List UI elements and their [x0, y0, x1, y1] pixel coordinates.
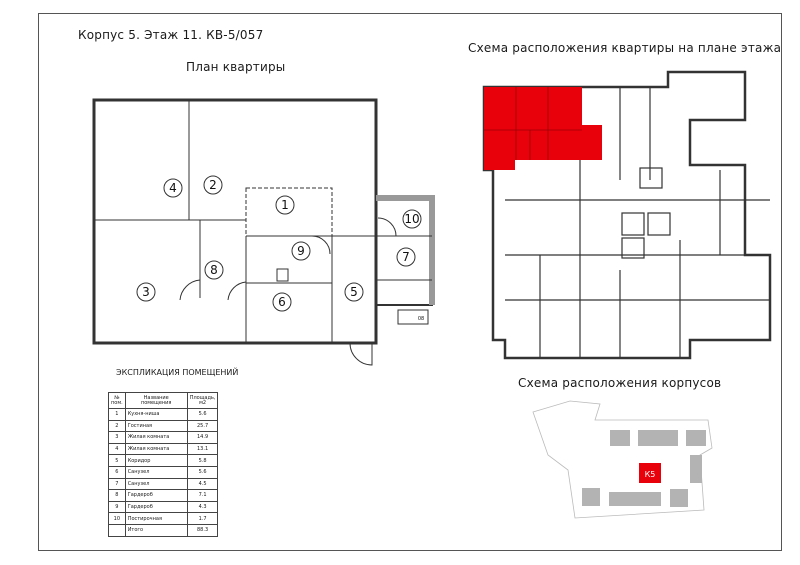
table-cell: 14.9 — [187, 432, 218, 444]
table-cell: 5 — [109, 455, 126, 467]
table-cell: 1.7 — [187, 513, 218, 525]
room-6-label: 6 — [278, 295, 286, 309]
table-row — [109, 501, 218, 513]
table-cell: 88.3 — [187, 524, 218, 536]
floor-scheme-title: Схема расположения квартиры на плане этажа — [468, 41, 782, 55]
legend-title: ЭКСПЛИКАЦИЯ ПОМЕЩЕНИЙ — [116, 368, 239, 377]
table-cell: 6 — [109, 466, 126, 478]
legend-header-name: Название помещения — [125, 393, 187, 409]
room-1-label: 1 — [281, 198, 289, 212]
table-cell: Коридор — [125, 455, 187, 467]
table-cell: Санузел — [125, 466, 187, 478]
sheet-title: Корпус 5. Этаж 11. КВ-5/057 — [78, 28, 264, 42]
legend-header-area: Площадь, м2 — [187, 393, 218, 409]
room-3-label: 3 — [142, 285, 150, 299]
table-cell: Жилая комната — [125, 443, 187, 455]
table-cell: 2 — [109, 420, 126, 432]
table-cell: 3 — [109, 432, 126, 444]
table-row — [109, 420, 218, 432]
room-4-label: 4 — [169, 181, 177, 195]
table-cell: 4 — [109, 443, 126, 455]
table-cell: 4.5 — [187, 478, 218, 490]
building — [609, 492, 661, 506]
table-cell — [109, 524, 126, 536]
room-7-label: 7 — [402, 250, 410, 264]
room-2-label: 2 — [209, 178, 217, 192]
table-cell: Гардероб — [125, 490, 187, 502]
table-cell: 5.8 — [187, 455, 218, 467]
legend-header-num: № пом. — [109, 393, 126, 409]
table-cell: Санузел — [125, 478, 187, 490]
table-cell: 4.3 — [187, 501, 218, 513]
table-cell: 9 — [109, 501, 126, 513]
table-row — [109, 524, 218, 536]
table-cell: Гардероб — [125, 501, 187, 513]
table-row — [109, 443, 218, 455]
apartment-plan-title: План квартиры — [186, 60, 286, 74]
table-row — [109, 513, 218, 525]
table-cell: 10 — [109, 513, 126, 525]
building-k5-label: К5 — [644, 470, 656, 479]
table-row — [109, 409, 218, 421]
table-cell: 5.6 — [187, 409, 218, 421]
table-cell: Кухня-ниша — [125, 409, 187, 421]
room-10-label: 10 — [404, 212, 420, 226]
building — [670, 489, 688, 507]
legend-table — [108, 392, 218, 537]
table-row — [109, 490, 218, 502]
room-8-label: 8 — [210, 263, 218, 277]
table-cell: 7 — [109, 478, 126, 490]
table-row — [109, 478, 218, 490]
table-cell: 5.6 — [187, 466, 218, 478]
table-cell: Жилая комната — [125, 432, 187, 444]
table-cell: Гостиная — [125, 420, 187, 432]
table-cell: Постирочная — [125, 513, 187, 525]
table-row — [109, 432, 218, 444]
table-cell: 7.1 — [187, 490, 218, 502]
table-cell: 25.7 — [187, 420, 218, 432]
buildings-scheme-title: Схема расположения корпусов — [518, 376, 722, 390]
table-row — [109, 455, 218, 467]
table-cell: 8 — [109, 490, 126, 502]
appliance-label: 08 — [417, 316, 425, 322]
building — [686, 430, 706, 446]
table-cell: Итого — [125, 524, 187, 536]
building — [610, 430, 630, 446]
table-cell: 13.1 — [187, 443, 218, 455]
table-row — [109, 466, 218, 478]
table-cell: 1 — [109, 409, 126, 421]
building — [690, 455, 702, 483]
room-9-label: 9 — [297, 244, 305, 258]
room-5-label: 5 — [350, 285, 358, 299]
building — [638, 430, 678, 446]
building — [582, 488, 600, 506]
